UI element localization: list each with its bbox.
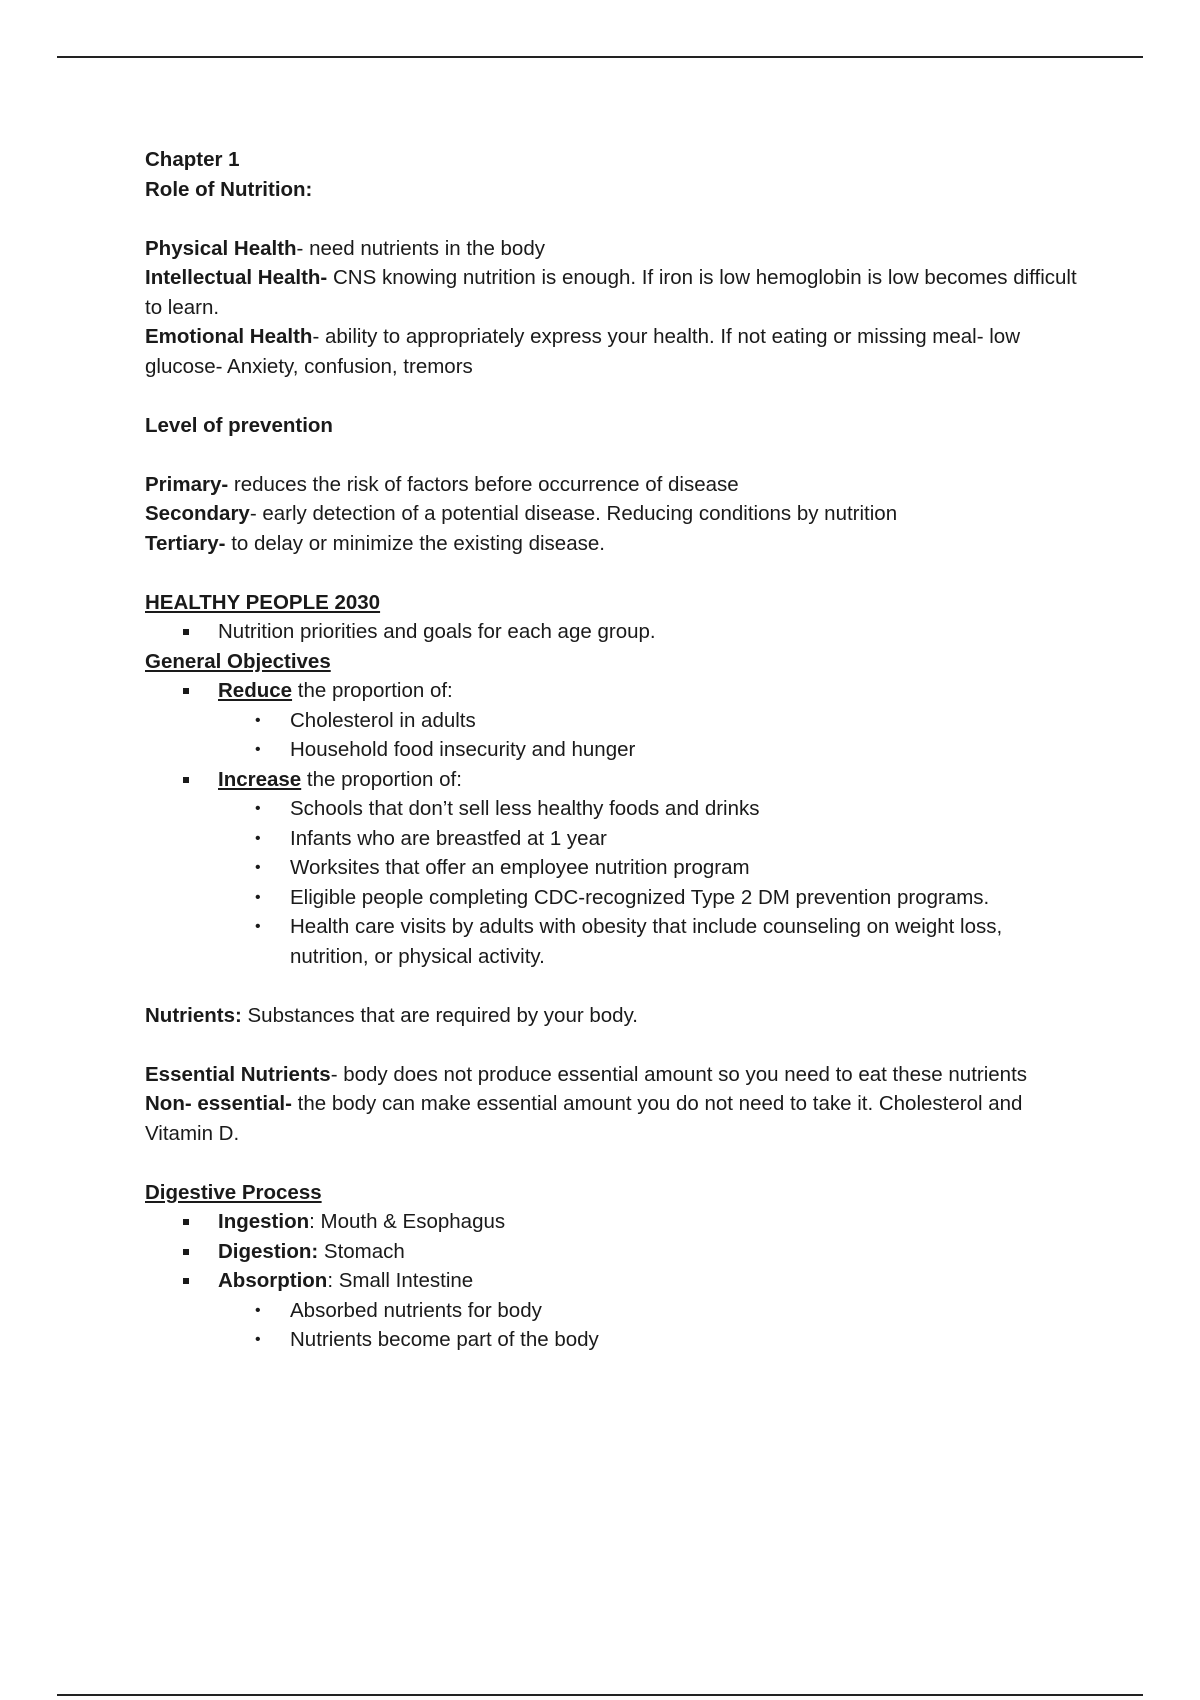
bullet-icon: • xyxy=(255,800,261,817)
bullet-icon: • xyxy=(255,1331,261,1348)
non-essential-nutrients: Non- essential- the body can make essential amount you do not need to take it. Cholesterol and Vitamin D. xyxy=(145,1092,1023,1145)
footer-rule xyxy=(57,1694,1143,1696)
square-bullet-icon xyxy=(183,629,189,635)
header-rule xyxy=(57,56,1143,58)
bullet-icon: • xyxy=(255,1301,261,1319)
role-heading: Role of Nutrition: xyxy=(145,177,313,201)
prevention-heading: Level of prevention xyxy=(145,413,333,437)
list-item: • Nutrients become part of the body xyxy=(145,1325,1085,1355)
health-emotional: Emotional Health- ability to appropriately express your health. If not eating or missing meal- low glucose- Anxiety, confusion, tremors xyxy=(145,325,1021,378)
document-body xyxy=(145,145,1085,1355)
bullet-icon: • xyxy=(255,741,261,758)
list-item: • Worksites that offer an employee nutrition program xyxy=(145,853,1085,883)
square-bullet-icon xyxy=(183,688,189,694)
prevention-secondary: Secondary- early detection of a potential disease. Reducing conditions by nutrition xyxy=(145,502,898,525)
square-bullet-icon xyxy=(183,1219,189,1225)
bullet-icon: • xyxy=(255,918,261,935)
bullet-icon: • xyxy=(255,711,261,729)
list-item: • Cholesterol in adults xyxy=(145,706,1085,736)
chapter-heading: Chapter 1 xyxy=(145,148,240,171)
bullet-icon: • xyxy=(255,859,261,876)
prevention-tertiary: Tertiary- to delay or minimize the existing disease. xyxy=(145,531,605,555)
list-item: • Household food insecurity and hunger xyxy=(145,735,1085,765)
health-intellectual: Intellectual Health- CNS knowing nutrition is enough. If iron is low hemoglobin is low becomes difficult to learn. xyxy=(145,266,1077,319)
square-bullet-icon xyxy=(183,777,189,783)
list-item: • Schools that don’t sell less healthy foods and drinks xyxy=(145,794,1085,824)
healthy-people-heading: HEALTHY PEOPLE 2030 xyxy=(145,590,381,614)
prevention-primary: Primary- reduces the risk of factors before occurrence of disease xyxy=(145,472,739,496)
digestive-heading: Digestive Process xyxy=(145,1180,322,1204)
square-bullet-icon xyxy=(183,1278,189,1284)
nutrients-definition: Nutrients: Substances that are required by your body. xyxy=(145,1003,638,1027)
digestive-step: Absorption: Small Intestine xyxy=(145,1266,1085,1296)
essential-nutrients: Essential Nutrients- body does not produce essential amount so you need to eat these nutrients xyxy=(145,1062,1028,1086)
bullet-icon: • xyxy=(255,888,261,906)
reduce-item: Reduce the proportion of: xyxy=(145,676,1085,706)
digestive-step: Ingestion: Mouth & Esophagus xyxy=(145,1207,1085,1237)
list-item: • Eligible people completing CDC-recognized Type 2 DM prevention programs. xyxy=(145,883,1085,913)
increase-item: Increase the proportion of: xyxy=(145,765,1085,795)
health-physical: Physical Health- need nutrients in the body xyxy=(145,236,545,260)
list-item: • Health care visits by adults with obesity that include counseling on weight loss, nutrition, or physical activity. xyxy=(145,912,1085,971)
list-item: Nutrition priorities and goals for each age group. xyxy=(145,617,1085,647)
objectives-heading: General Objectives xyxy=(145,649,331,673)
square-bullet-icon xyxy=(183,1249,189,1255)
list-item: • Absorbed nutrients for body xyxy=(145,1296,1085,1326)
list-item: • Infants who are breastfed at 1 year xyxy=(145,824,1085,854)
digestive-step: Digestion: Stomach xyxy=(145,1237,1085,1267)
bullet-icon: • xyxy=(255,829,261,847)
